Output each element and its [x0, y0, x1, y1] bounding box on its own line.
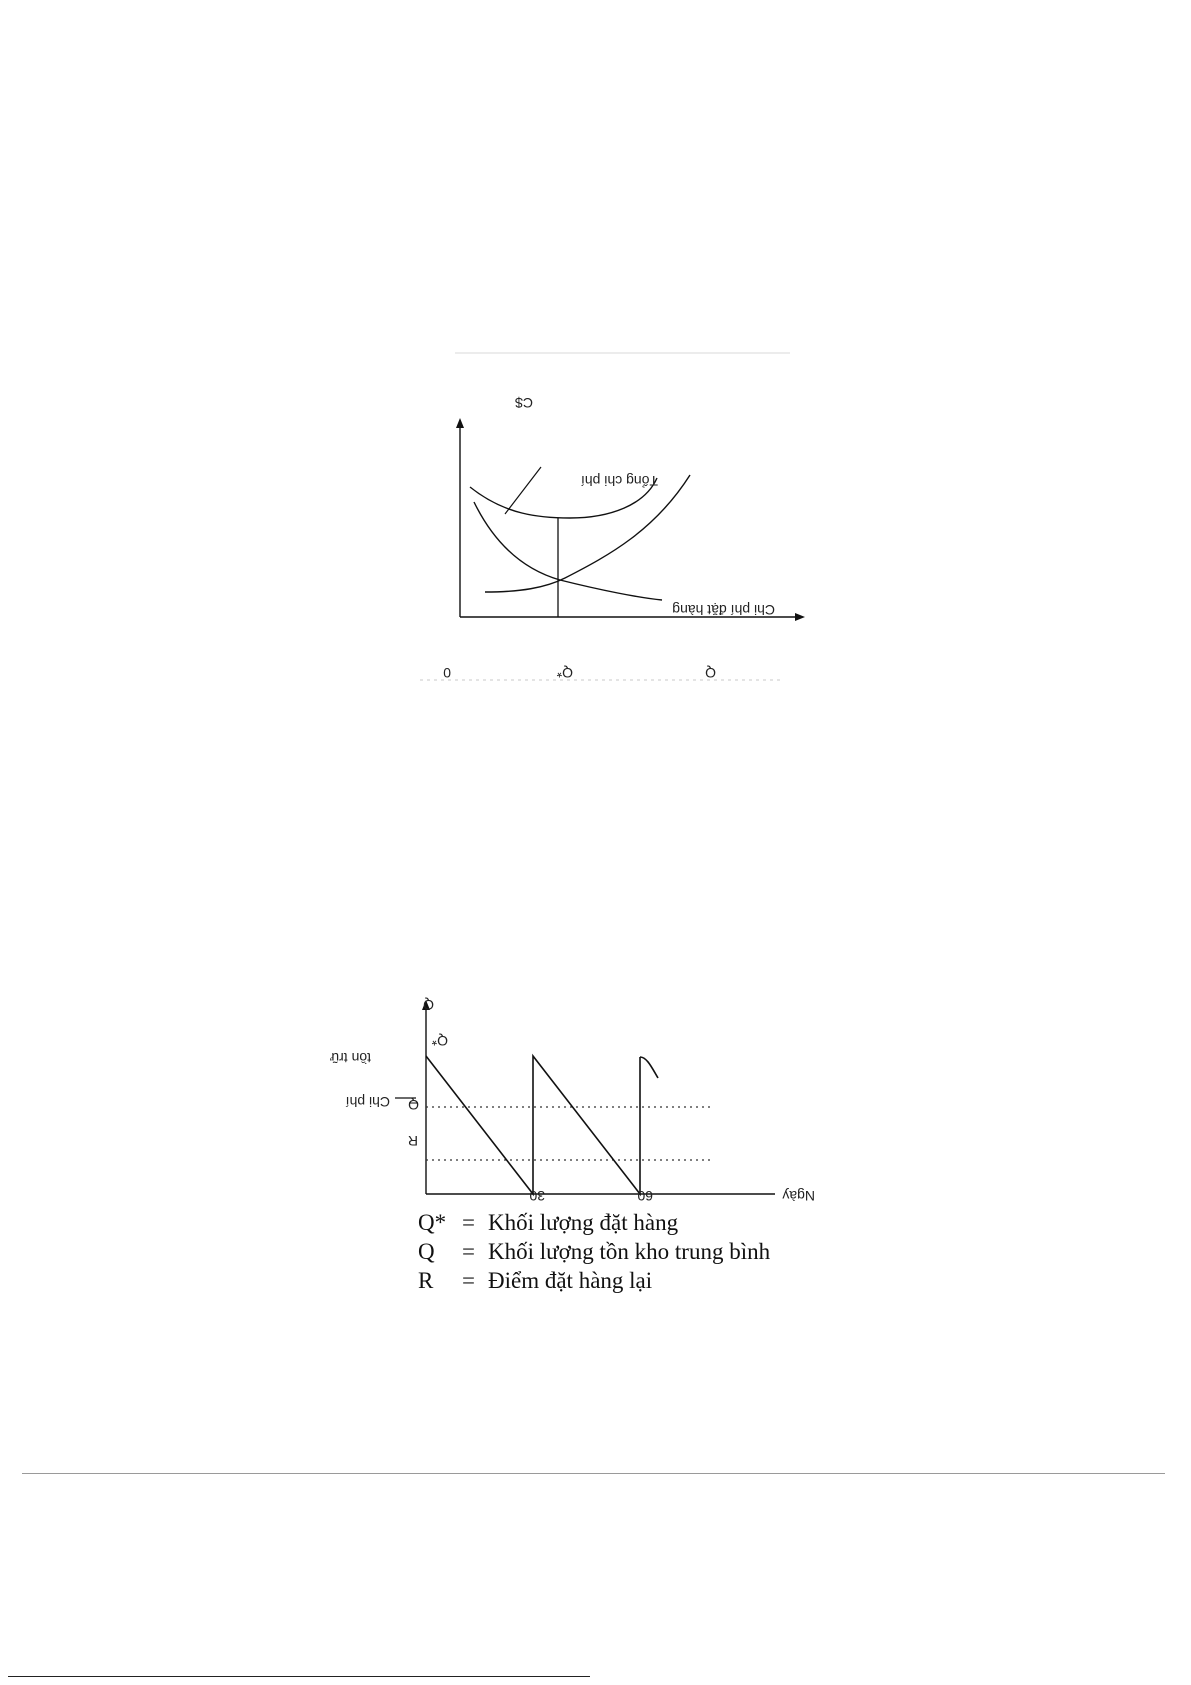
holding-cost-curve [485, 475, 690, 592]
x-tick-30: 30 [529, 1188, 545, 1204]
figure-inventory-cycle [330, 997, 815, 1204]
x-axis-label: Q [705, 665, 716, 681]
inventory-sawtooth [426, 1056, 640, 1194]
legend-row [418, 1266, 770, 1295]
legend-symbol: Q [418, 1239, 435, 1264]
legend-text: Khối lượng tồn kho trung bình [488, 1239, 771, 1264]
x-axis-arrow [795, 613, 805, 621]
order-cost-curve [474, 502, 662, 600]
legend-text: Khối lượng đặt hàng [488, 1210, 679, 1235]
y-axis-arrow [456, 418, 464, 428]
qstar-label: Q* [431, 1033, 448, 1049]
legend-row [418, 1208, 770, 1237]
total-cost-label: Tổng chi phí [580, 473, 658, 489]
inv-y-axis-label: Q [423, 997, 434, 1013]
x-optimal-label: Q* [556, 665, 573, 681]
holding-cost-label-line1: Chi phí [345, 1094, 390, 1110]
holding-cost-label-line2: tồn trữ [329, 1050, 371, 1066]
legend-symbol: Q* [418, 1210, 447, 1235]
x-tick-60: 60 [637, 1188, 653, 1204]
legend-text: Điểm đặt hàng lại [488, 1268, 653, 1293]
legend-equals: = [462, 1210, 475, 1235]
inventory-partial-cycle [640, 1057, 658, 1078]
x-zero-label: 0 [443, 665, 451, 681]
inv-x-axis-label: Ngày [782, 1188, 815, 1204]
footnote-rule [8, 1676, 590, 1677]
y-axis-label: C$ [515, 395, 533, 411]
qbar-label: Q [408, 1097, 419, 1113]
total-cost-leader [505, 467, 541, 514]
page-divider [22, 1473, 1165, 1474]
figure-cost-curves [420, 353, 805, 681]
reorder-label: R [407, 1133, 418, 1149]
legend-equals: = [462, 1239, 475, 1264]
inventory-legend [418, 1208, 770, 1295]
order-cost-label: Chi phí đặt hàng [672, 602, 775, 618]
legend-row [418, 1237, 770, 1266]
legend-symbol: R [418, 1268, 434, 1293]
legend-equals: = [462, 1268, 475, 1293]
